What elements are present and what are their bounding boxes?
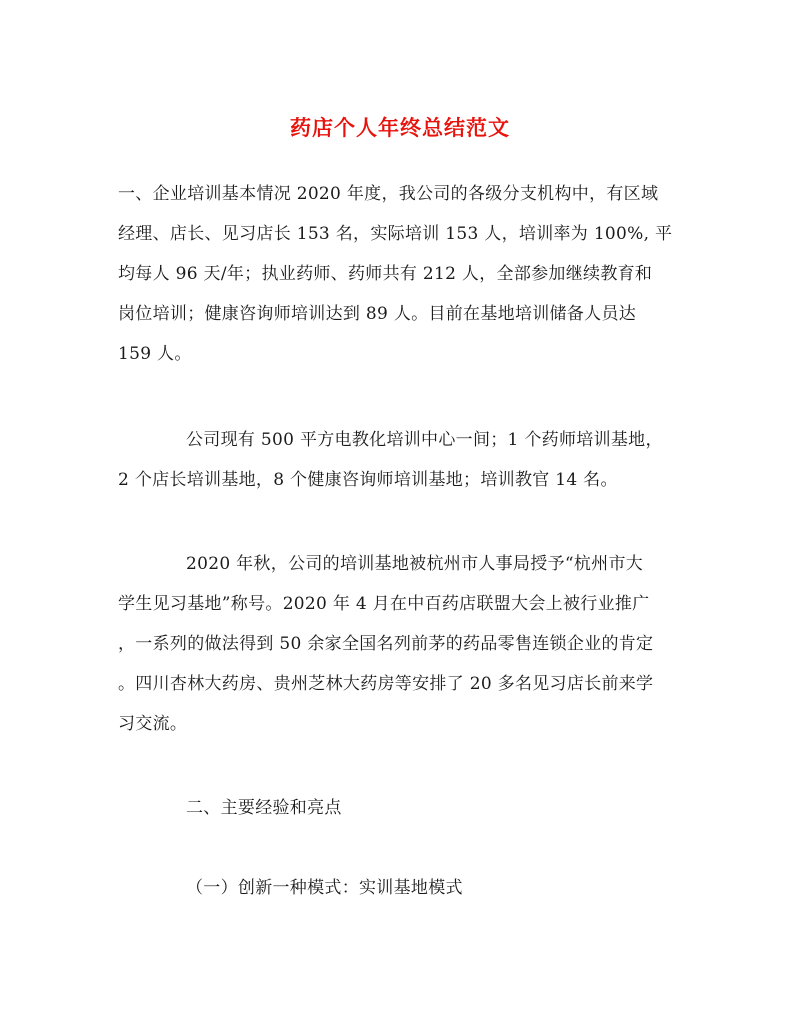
paragraph-training-facilities <box>118 420 688 500</box>
document-title: 药店个人年终总结范文 <box>290 115 510 140</box>
paragraph-line: 2 个店长培训基地，8 个健康咨询师培训基地；培训教官 14 名。 <box>118 470 618 490</box>
section-heading-text: 二、主要经验和亮点 <box>186 798 342 818</box>
paragraph-training-overview <box>118 174 688 374</box>
paragraph-line: 习交流。 <box>118 714 188 734</box>
paragraph-line: 2020 年秋，公司的培训基地被杭州市人事局授予“杭州市大 <box>186 554 644 574</box>
paragraph-line: 均每人 96 天/年；执业药师、药师共有 212 人，全部参加继续教育和 <box>118 264 653 284</box>
section-heading <box>118 788 688 828</box>
paragraph-line: 岗位培训；健康咨询师培训达到 89 人。目前在基地培训储备人员达 <box>118 304 637 324</box>
paragraph-line: 。四川杏林大药房、贵州芝林大药房等安排了 20 多名见习店长前来学 <box>118 674 654 694</box>
paragraph-line: 学生见习基地”称号。2020 年 4 月在中百药店联盟大会上被行业推广 <box>118 594 650 614</box>
paragraph-line: 一、企业培训基本情况 2020 年度，我公司的各级分支机构中，有区域 <box>118 184 659 204</box>
paragraph-recognition <box>118 544 688 744</box>
subsection-heading-text: （一）创新一种模式：实训基地模式 <box>186 878 463 898</box>
paragraph-line: ，一系列的做法得到 50 余家全国名列前茅的药品零售连锁企业的肯定 <box>118 634 654 654</box>
paragraph-line: 159 人。 <box>118 344 192 364</box>
subsection-heading <box>118 868 688 908</box>
paragraph-line: 公司现有 500 平方电教化培训中心一间；1 个药师培训基地， <box>186 430 663 450</box>
paragraph-line: 经理、店长、见习店长 153 名，实际培训 153 人，培训率为 100%, 平 <box>118 224 673 244</box>
